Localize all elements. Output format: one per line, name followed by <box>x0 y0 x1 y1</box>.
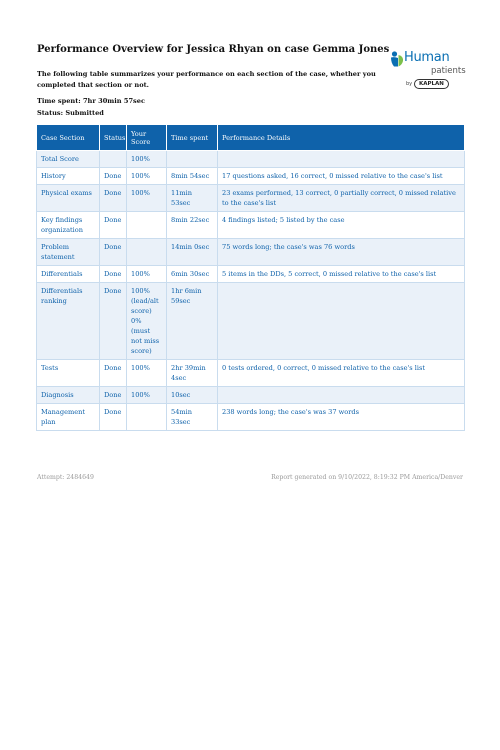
cell-details: 75 words long; the case's was 76 words <box>218 239 465 266</box>
performance-table <box>36 124 465 431</box>
cell-details <box>218 151 465 168</box>
cell-section: Problem statement <box>37 239 100 266</box>
cell-details: 17 questions asked, 16 correct, 0 missed relative to the case's list <box>218 168 465 185</box>
cell-score: 100% <box>127 151 167 168</box>
cell-time: 6min 30sec <box>167 266 218 283</box>
cell-time: 1hr 6min 59sec <box>167 283 218 360</box>
cell-score <box>127 404 167 431</box>
cell-status: Done <box>100 266 127 283</box>
cell-status: Done <box>100 404 127 431</box>
cell-time <box>167 151 218 168</box>
cell-section: History <box>37 168 100 185</box>
cell-details: 23 exams performed, 13 correct, 0 partially correct, 0 missed relative to the case's list <box>218 185 465 212</box>
table-row <box>37 404 465 431</box>
table-row <box>37 168 465 185</box>
kaplan-logo: KAPLAN <box>414 79 449 89</box>
table-row <box>37 239 465 266</box>
table-header-row <box>37 125 465 151</box>
logo-text-human: Human <box>404 50 450 65</box>
cell-status: Done <box>100 387 127 404</box>
cell-status: Done <box>100 360 127 387</box>
cell-time: 10sec <box>167 387 218 404</box>
cell-section: Total Score <box>37 151 100 168</box>
cell-score <box>127 239 167 266</box>
cell-section: Differentials ranking <box>37 283 100 360</box>
cell-section: Differentials <box>37 266 100 283</box>
header-your-score: Your Score <box>127 125 167 151</box>
cell-section: Tests <box>37 360 100 387</box>
table-row <box>37 283 465 360</box>
table-row <box>37 360 465 387</box>
cell-time: 54min 33sec <box>167 404 218 431</box>
cell-time: 2hr 39min 4sec <box>167 360 218 387</box>
table-row <box>37 151 465 168</box>
header-status: Status <box>100 125 127 151</box>
table-row <box>37 387 465 404</box>
cell-section: Physical exams <box>37 185 100 212</box>
cell-status: Done <box>100 168 127 185</box>
time-spent: Time spent: 7hr 30min 57sec <box>37 97 145 105</box>
cell-details: 0 tests ordered, 0 correct, 0 missed relative to the case's list <box>218 360 465 387</box>
cell-status <box>100 151 127 168</box>
cell-time: 8min 54sec <box>167 168 218 185</box>
submission-status: Status: Submitted <box>37 109 104 117</box>
cell-time: 8min 22sec <box>167 212 218 239</box>
cell-section: Diagnosis <box>37 387 100 404</box>
cell-score <box>127 212 167 239</box>
cell-details <box>218 283 465 360</box>
header-time-spent: Time spent <box>167 125 218 151</box>
cell-score: 100% <box>127 266 167 283</box>
cell-status: Done <box>100 185 127 212</box>
cell-details: 5 items in the DDs, 5 correct, 0 missed relative to the case's list <box>218 266 465 283</box>
header-performance-details: Performance Details <box>218 125 465 151</box>
cell-status: Done <box>100 283 127 360</box>
cell-status: Done <box>100 212 127 239</box>
human-patients-logo <box>378 49 468 94</box>
cell-details: 4 findings listed; 5 listed by the case <box>218 212 465 239</box>
page-title: Performance Overview for Jessica Rhyan on case Gemma Jones <box>37 44 390 55</box>
cell-time: 14min 0sec <box>167 239 218 266</box>
cell-score: 100% <box>127 360 167 387</box>
cell-score: 100% <box>127 387 167 404</box>
cell-section: Management plan <box>37 404 100 431</box>
logo-text-patients: patients <box>431 66 466 76</box>
report-summary: The following table summarizes your performance on each section of the case, whether you completed that section or not. <box>37 70 376 89</box>
human-patients-logo-icon <box>390 51 404 67</box>
table-row <box>37 266 465 283</box>
cell-score: 100% <box>127 168 167 185</box>
cell-score: 100% <box>127 185 167 212</box>
cell-status: Done <box>100 239 127 266</box>
attempt-id: Attempt: 2484649 <box>37 474 94 481</box>
cell-score: 100% (lead/alt score) 0% (must not miss score) <box>127 283 167 360</box>
cell-section: Key findings organization <box>37 212 100 239</box>
cell-time: 11min 53sec <box>167 185 218 212</box>
table-row <box>37 212 465 239</box>
report-generated-timestamp: Report generated on 9/10/2022, 8:19:32 PM America/Denver <box>271 474 463 481</box>
table-row <box>37 185 465 212</box>
cell-details <box>218 387 465 404</box>
header-case-section: Case Section <box>37 125 100 151</box>
logo-by-text: by <box>406 81 413 87</box>
cell-details: 238 words long; the case's was 37 words <box>218 404 465 431</box>
